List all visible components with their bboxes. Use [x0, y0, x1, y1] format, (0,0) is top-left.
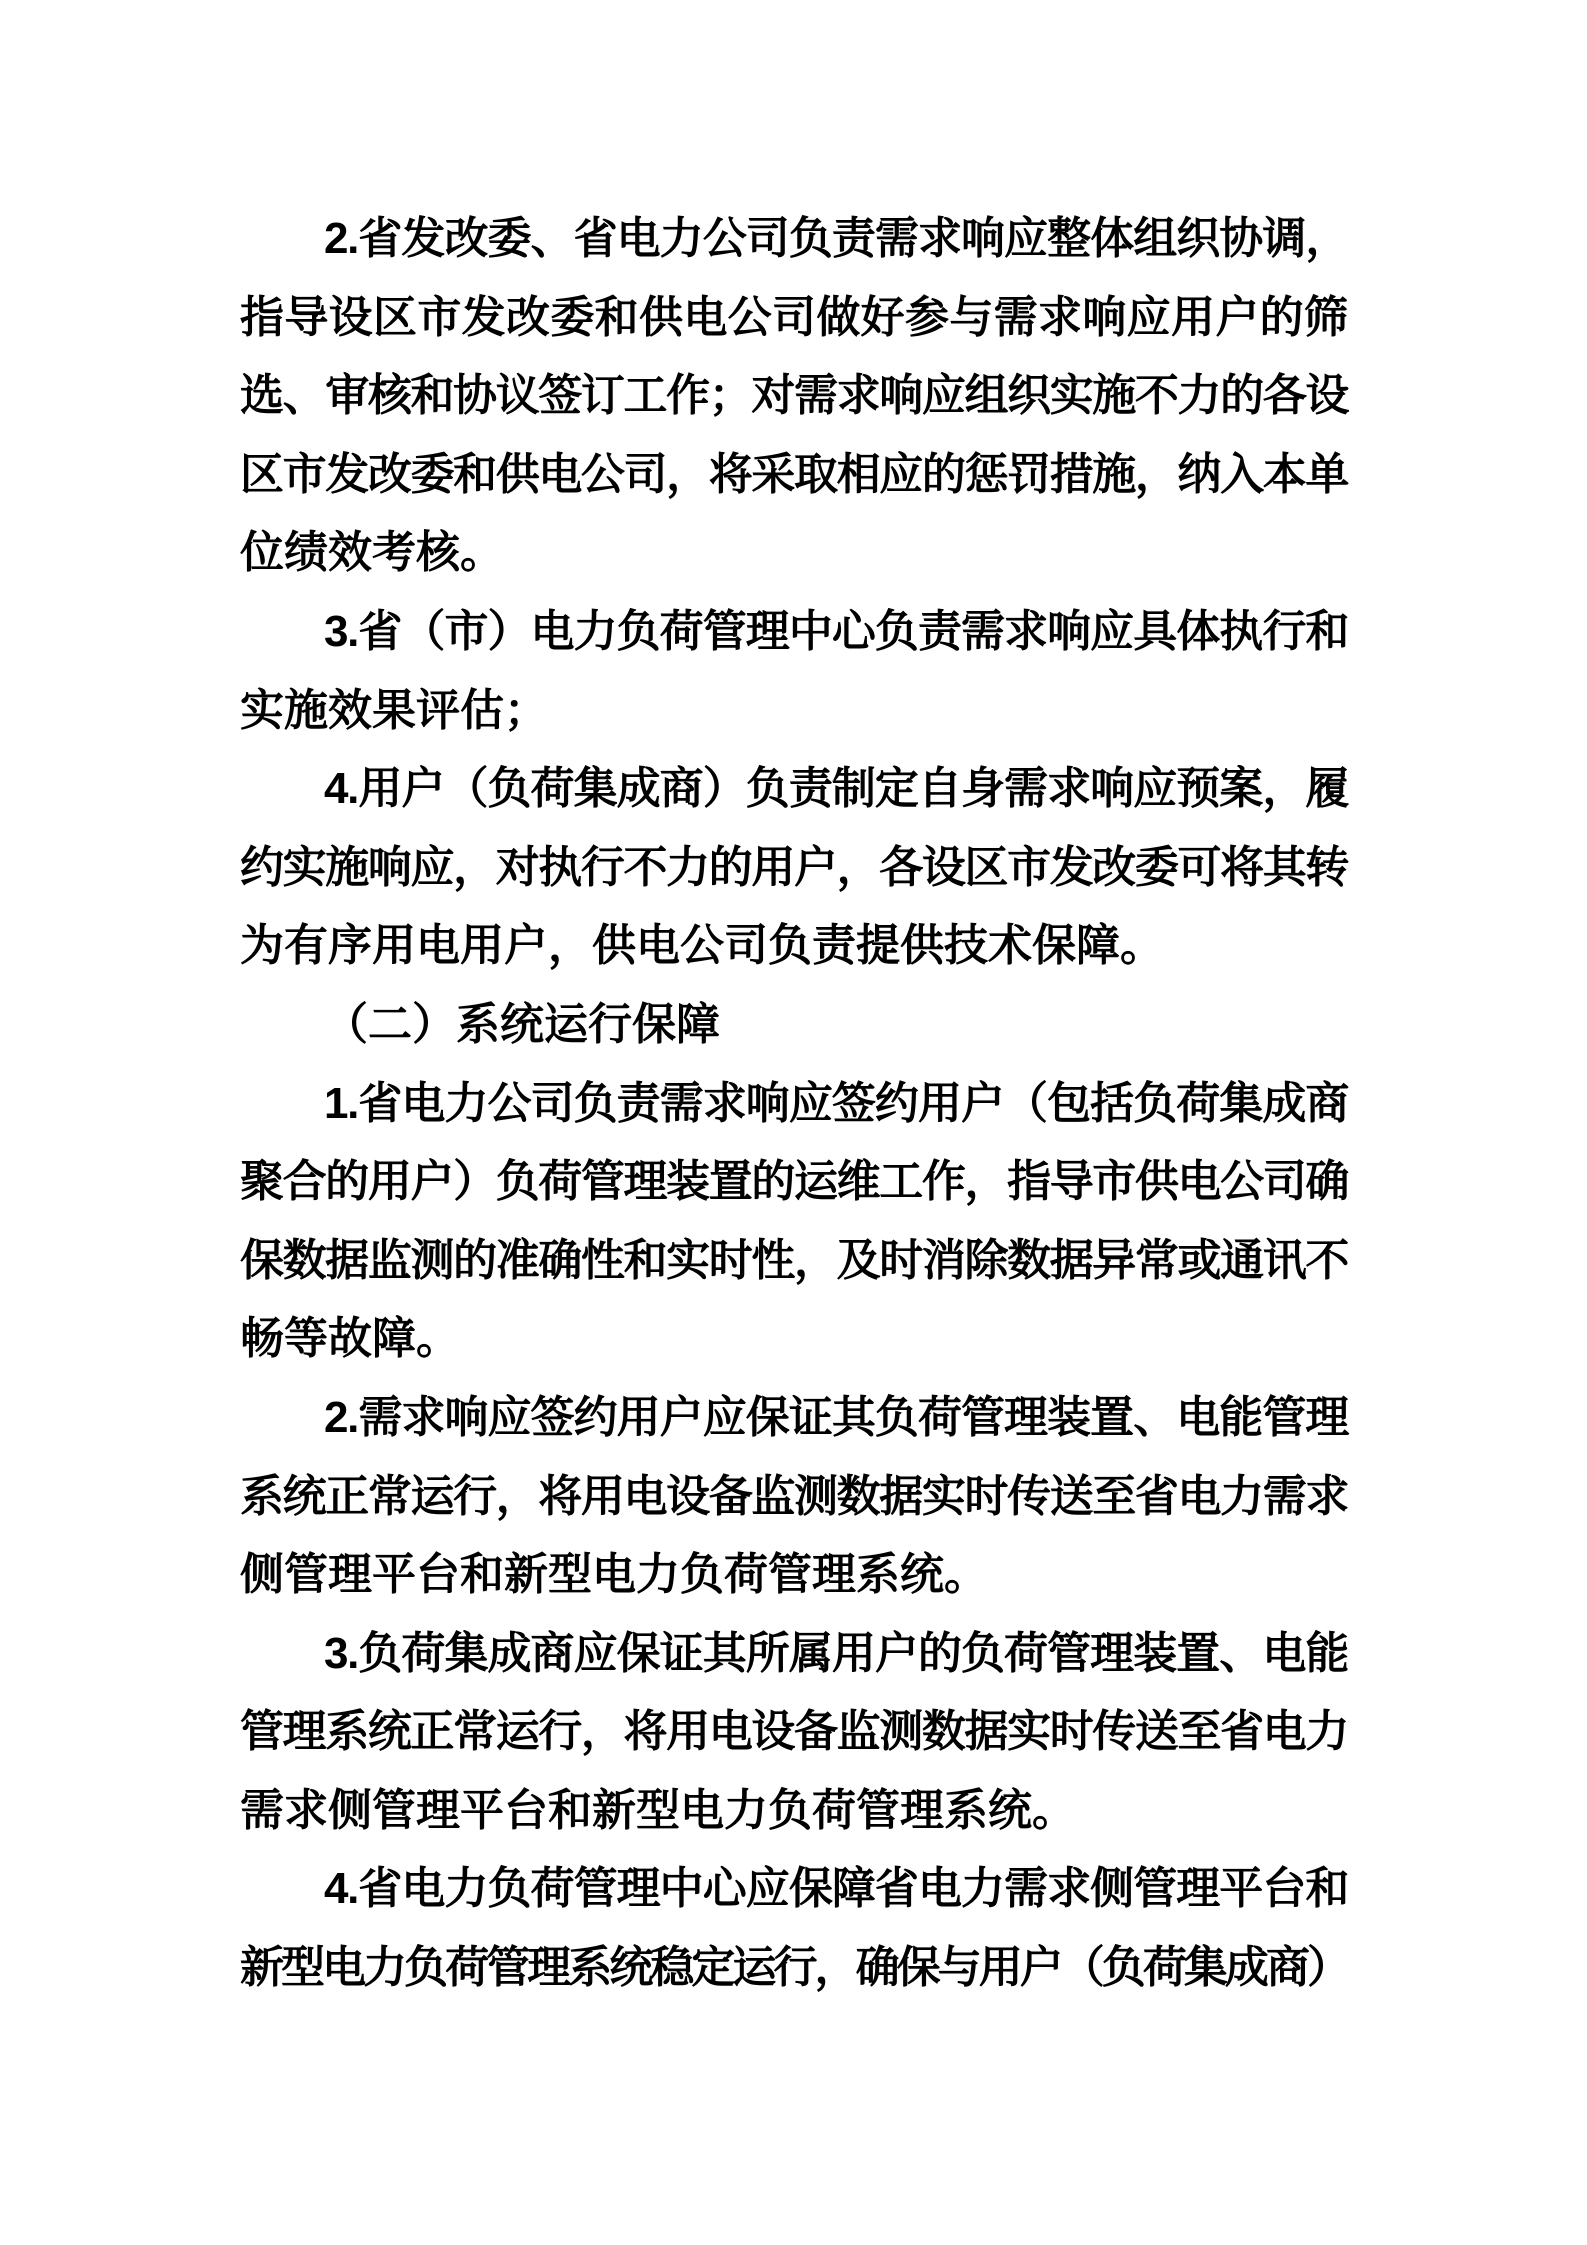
document-body	[240, 200, 1348, 2008]
document-line: 4.省电力负荷管理中心应保障省电力需求侧管理平台和	[324, 1864, 1348, 1914]
document-line: 实施效果评估；	[240, 685, 548, 735]
document-line: 系统正常运行，将用电设备监测数据实时传送至省电力需求	[240, 1471, 1348, 1521]
document-line: 畅等故障。	[240, 1314, 460, 1364]
document-line: 1.省电力公司负责需求响应签约用户（包括负荷集成商	[324, 1078, 1348, 1128]
document-line: 聚合的用户）负荷管理装置的运维工作，指导市供电公司确	[240, 1157, 1348, 1207]
document-line: 3.省（市）电力负荷管理中心负责需求响应具体执行和	[324, 606, 1348, 656]
document-line: 选、审核和协议签订工作；对需求响应组织实施不力的各设	[240, 371, 1348, 421]
document-line: 管理系统正常运行，将用电设备监测数据实时传送至省电力	[240, 1707, 1348, 1757]
document-line: 3.负荷集成商应保证其所属用户的负荷管理装置、电能	[324, 1628, 1348, 1678]
document-line: 指导设区市发改委和供电公司做好参与需求响应用户的筛	[240, 292, 1348, 342]
document-line: 保数据监测的准确性和实时性，及时消除数据异常或通讯不	[240, 1235, 1348, 1285]
document-line: 为有序用电用户，供电公司负责提供技术保障。	[240, 921, 1164, 971]
document-line: 新型电力负荷管理系统稳定运行，确保与用户（负荷集成商）	[240, 1943, 1348, 1993]
section-heading-line: （二）系统运行保障	[324, 999, 720, 1049]
document-line: 需求侧管理平台和新型电力负荷管理系统。	[240, 1785, 1076, 1835]
document-line: 约实施响应，对执行不力的用户，各设区市发改委可将其转	[240, 842, 1348, 892]
document-line: 2.省发改委、省电力公司负责需求响应整体组织协调，	[324, 214, 1348, 263]
document-line: 4.用户（负荷集成商）负责制定自身需求响应预案，履	[324, 764, 1348, 814]
document-line: 位绩效考核。	[240, 528, 504, 578]
document-line: 区市发改委和供电公司，将采取相应的惩罚措施，纳入本单	[240, 449, 1348, 499]
document-line: 2.需求响应签约用户应保证其负荷管理装置、电能管理	[324, 1392, 1348, 1442]
document-line: 侧管理平台和新型电力负荷管理系统。	[240, 1550, 988, 1600]
